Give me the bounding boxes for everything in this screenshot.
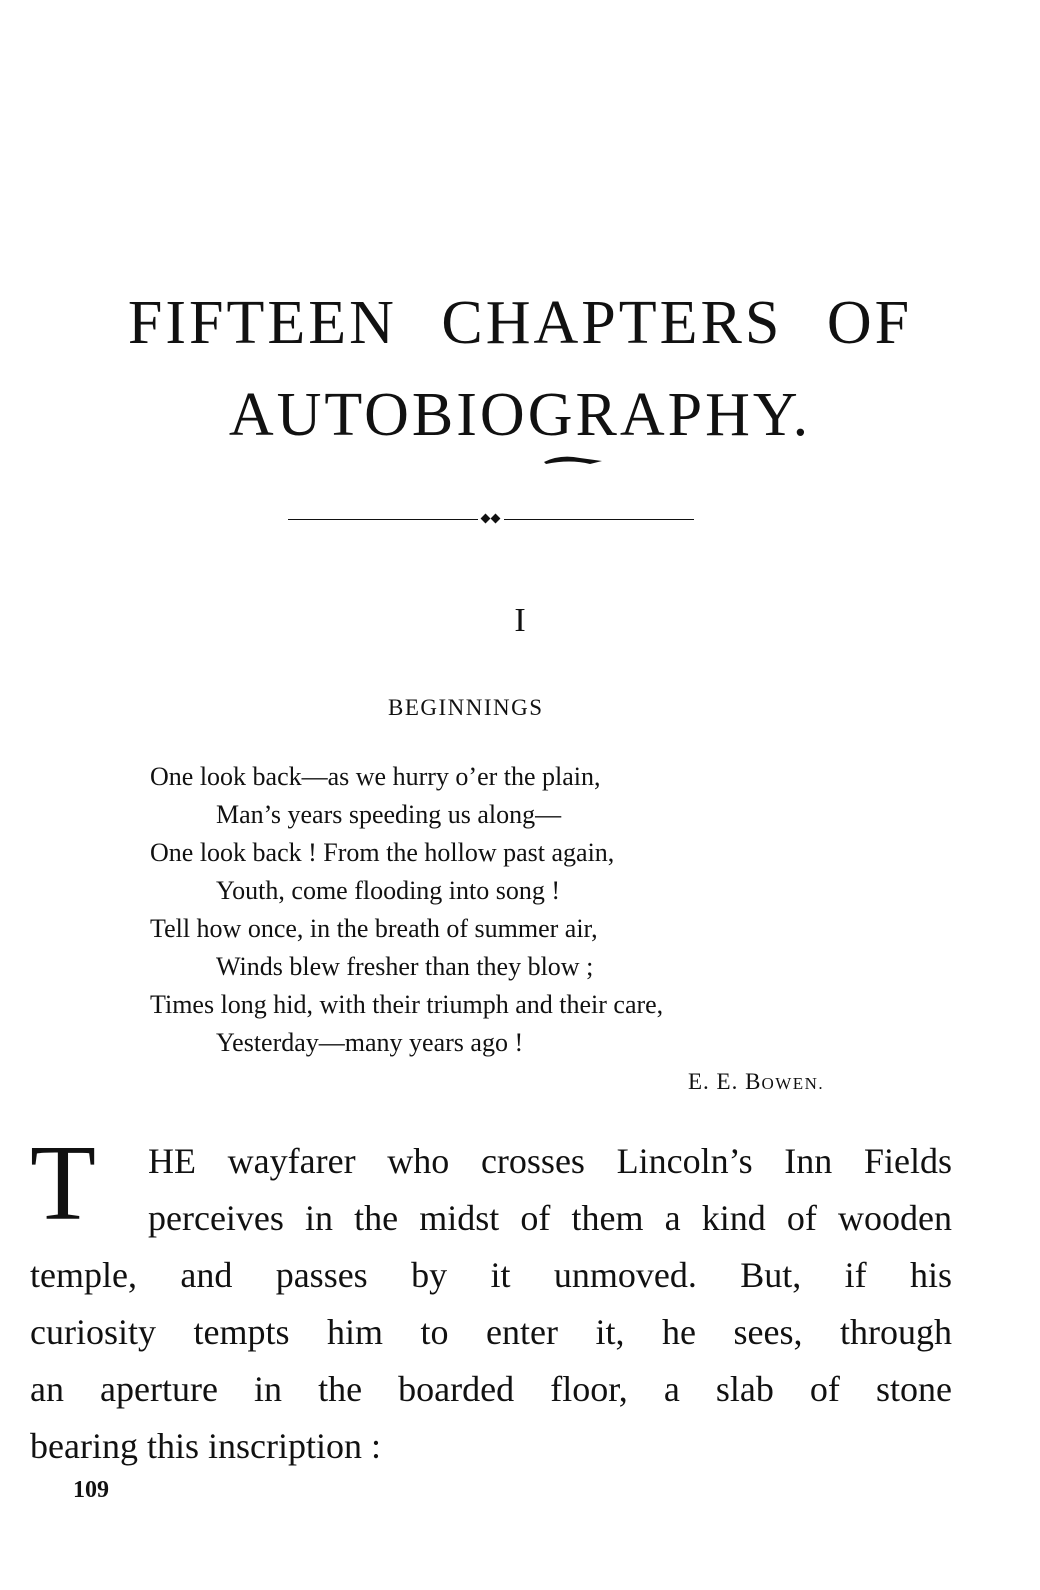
- attribution-initials: E. E. B: [688, 1069, 762, 1094]
- body-line: an aperture in the boarded floor, a slab of stone: [30, 1369, 952, 1409]
- attribution-surname: OWEN.: [761, 1074, 825, 1093]
- chapter-heading: BEGINNINGS: [388, 695, 544, 720]
- divider-rule-left: [288, 519, 478, 520]
- body-line: temple, and passes by it unmoved. But, if his: [30, 1255, 952, 1295]
- title-line-2: AUTOBIOGRAPHY.: [228, 381, 812, 449]
- verse-line: Tell how once, in the breath of summer air,: [150, 914, 598, 943]
- chapter-number: I: [514, 602, 526, 639]
- epigraph-verse: [150, 758, 663, 1062]
- body-line: curiosity tempts him to enter it, he sees, through: [30, 1312, 952, 1352]
- verse-line: Yesterday—many years ago !: [216, 1028, 524, 1057]
- body-line: HE wayfarer who crosses Lincoln’s Inn Fields: [148, 1141, 952, 1181]
- body-line: bearing this inscription :: [30, 1426, 381, 1466]
- verse-line: Times long hid, with their triumph and their care,: [150, 990, 664, 1019]
- body-line: perceives in the midst of them a kind of wooden: [148, 1198, 952, 1238]
- divider-rule-right: [504, 519, 694, 520]
- verse-line: Youth, come flooding into song !: [216, 876, 561, 905]
- drop-cap: T: [30, 1124, 96, 1243]
- verse-line: One look back—as we hurry o’er the plain,: [150, 762, 601, 791]
- page-number: 109: [73, 1477, 109, 1503]
- verse-line: Man’s years speeding us along—: [216, 800, 562, 829]
- title-line-1: FIFTEEN CHAPTERS OF: [127, 289, 913, 357]
- verse-line: Winds blew fresher than they blow ;: [216, 952, 594, 981]
- diamond-ornament-icon: [491, 514, 501, 524]
- swash-ornament-icon: [540, 452, 610, 466]
- epigraph-attribution: [688, 1070, 824, 1093]
- verse-line: One look back ! From the hollow past again,: [150, 838, 615, 867]
- diamond-ornament-icon: [481, 514, 491, 524]
